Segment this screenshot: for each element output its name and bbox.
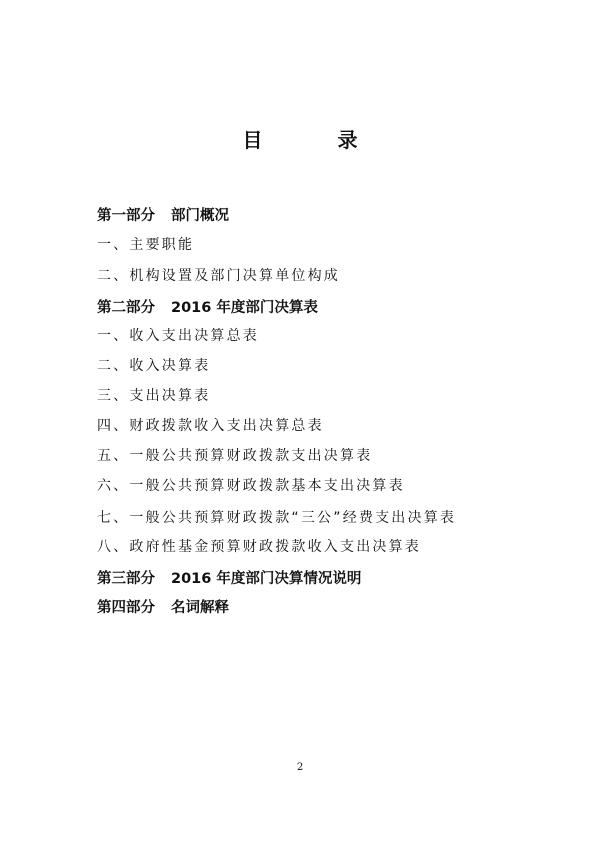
toc-part-4-label: 第四部分 bbox=[97, 600, 155, 616]
toc-part-3 bbox=[97, 567, 361, 588]
toc-part-3-title: 2016 年度部门决算情况说明 bbox=[171, 571, 362, 587]
toc-item: 七、一般公共预算财政拨款“三公”经费支出决算表 bbox=[97, 510, 457, 526]
toc-part-1-title: 部门概况 bbox=[171, 208, 229, 224]
toc-part-3-label: 第三部分 bbox=[97, 571, 155, 587]
toc-item: 二、收入决算表 bbox=[97, 358, 211, 374]
toc-item: 一、主要职能 bbox=[97, 237, 195, 253]
toc-part-2-title: 2016 年度部门决算表 bbox=[171, 300, 318, 316]
page-title: 目 录 bbox=[242, 128, 392, 152]
toc-item: 六、一般公共预算财政拨款基本支出决算表 bbox=[97, 478, 405, 494]
toc-part-4 bbox=[97, 596, 229, 617]
toc-item: 一、收入支出决算总表 bbox=[97, 328, 259, 344]
toc-part-4-title: 名词解释 bbox=[171, 600, 229, 616]
toc-item: 五、一般公共预算财政拨款支出决算表 bbox=[97, 448, 373, 464]
toc-item: 二、机构设置及部门决算单位构成 bbox=[97, 268, 340, 284]
toc-part-1-label: 第一部分 bbox=[97, 208, 155, 224]
toc-item: 八、政府性基金预算财政拨款收入支出决算表 bbox=[97, 539, 421, 555]
toc-item: 三、支出决算表 bbox=[97, 388, 211, 404]
toc-part-1 bbox=[97, 204, 229, 225]
toc-part-2-label: 第二部分 bbox=[97, 300, 155, 316]
toc-part-2 bbox=[97, 296, 318, 317]
toc-item: 四、财政拨款收入支出决算总表 bbox=[97, 418, 324, 434]
page-number: 2 bbox=[296, 762, 304, 773]
